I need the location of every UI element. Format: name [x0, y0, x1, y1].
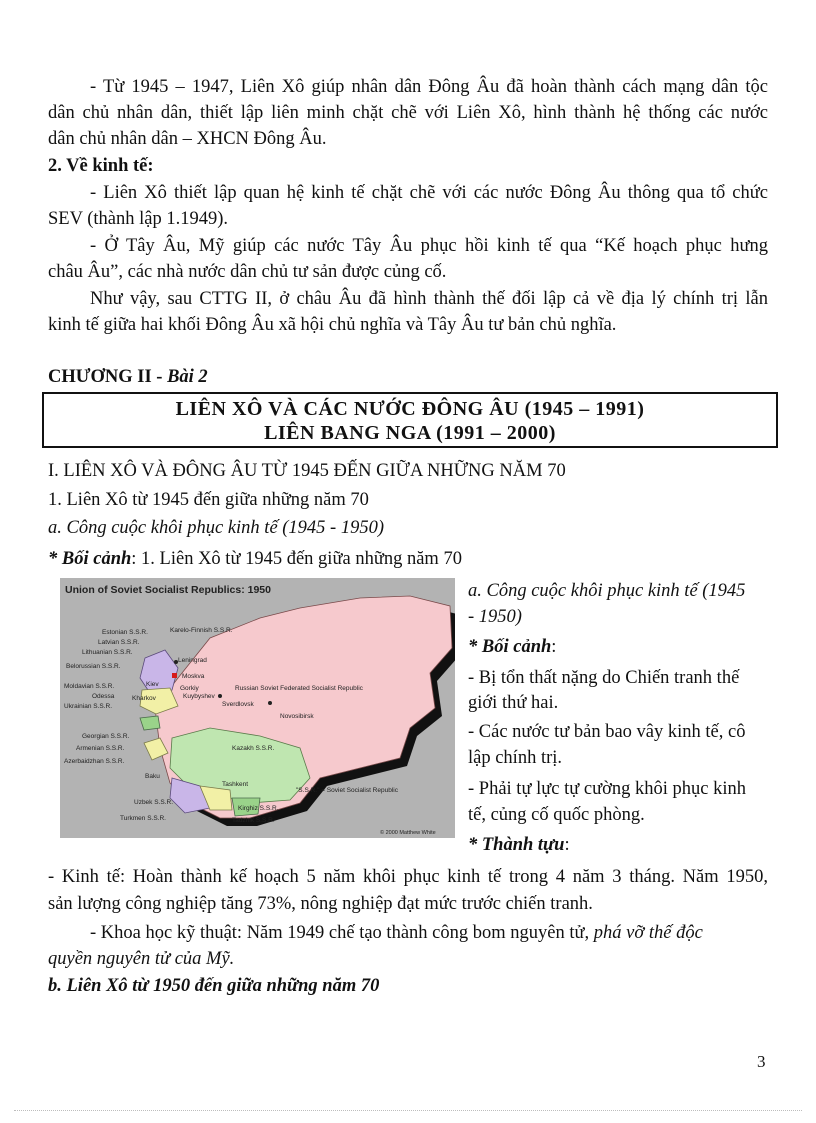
label-novosibirsk: Novosibirsk [280, 713, 314, 720]
label-kharkov: Kharkov [132, 695, 156, 702]
label-belorussia: Belorussian S.S.R. [66, 663, 121, 670]
para1-line1: - Từ 1945 – 1947, Liên Xô giúp nhân dân Đông Âu đã hoàn thành cách mạng dân tộc [90, 77, 768, 97]
label-latvia: Latvian S.S.R. [98, 639, 140, 646]
para2-line1: - Liên Xô thiết lập quan hệ kinh tế chặt chẽ với các nước Đông Âu thông qua tổ chức [90, 183, 768, 203]
side-context [468, 634, 556, 660]
label-sverdlovsk: Sverdlovsk [222, 701, 254, 708]
side-line-3: - Các nước tư bản bao vây kinh tế, cô [468, 722, 746, 742]
page-footer-divider [14, 1110, 802, 1111]
side-achievement-colon: : [564, 835, 570, 855]
para4-line1: Như vậy, sau CTTG II, ở châu Âu đã hình thành thế đối lập cả về địa lý chính trị lẫn [90, 289, 768, 309]
heading-economy: 2. Về kinh tế: [48, 156, 154, 176]
page-number: 3 [757, 1052, 766, 1071]
label-armenia: Armenian S.S.R. [76, 745, 125, 752]
city-sverdlovsk-marker [218, 694, 222, 698]
side-achievement [468, 832, 570, 858]
label-kazakh: Kazakh S.S.R. [232, 745, 275, 752]
side-heading-line1: a. Công cuộc khôi phục kinh tế (1945 [468, 581, 746, 601]
label-tashkent: Tashkent [222, 781, 249, 788]
side-heading-line2: - 1950) [468, 607, 522, 627]
map-title: Union of Soviet Socialist Republics: 1950 [65, 584, 271, 596]
side-line-5: - Phải tự lực tự cường khôi phục kinh [468, 779, 747, 799]
label-baku: Baku [145, 773, 160, 780]
lesson-title-box [42, 392, 778, 448]
city-novosibirsk-marker [268, 701, 272, 705]
label-legend: "S.S.R." = Soviet Socialist Republic [296, 787, 398, 794]
context-text: : 1. Liên Xô từ 1945 đến giữa những năm 70 [131, 549, 462, 569]
subheading-a: a. Công cuộc khôi phục kinh tế (1945 - 1950) [48, 518, 385, 538]
side-achievement-label: * Thành tựu [468, 835, 565, 855]
label-kuybyshev: Kuybyshev [183, 693, 215, 700]
para3-line2: châu Âu”, các nhà nước dân chủ tư sản được củng cố. [48, 262, 447, 282]
label-moskva: Moskva [182, 673, 205, 680]
para1-line2: dân chủ nhân dân, thiết lập liên minh chặt chẽ với Liên Xô, hình thành hệ thống các nước [48, 103, 768, 123]
label-gorkiy: Gorkiy [180, 685, 199, 692]
side-line-6: tế, củng cố quốc phòng. [468, 805, 645, 825]
subheading-b: b. Liên Xô từ 1950 đến giữa những năm 70 [48, 976, 380, 996]
science-prefix: - Khoa học kỹ thuật: Năm 1949 chế tạo thành công bom nguyên tử, [90, 923, 594, 943]
label-estonia: Estonian S.S.R. [102, 629, 148, 636]
side-line-4: lập chính trị. [468, 748, 563, 768]
title-line-2: LIÊN BANG NGA (1991 – 2000) [264, 422, 556, 444]
science-italic-1: phá vỡ thế độc [593, 923, 703, 943]
label-turkmen: Turkmen S.S.R. [120, 815, 166, 822]
para2-line2: SEV (thành lập 1.1949). [48, 209, 229, 229]
region-moldavia [140, 716, 160, 730]
section-I-heading: I. LIÊN XÔ VÀ ĐÔNG ÂU TỪ 1945 ĐẾN GIỮA NHỮNG NĂM 70 [48, 461, 566, 481]
para1-line3: dân chủ nhân dân – XHCN Đông Âu. [48, 129, 327, 149]
title-line-1: LIÊN XÔ VÀ CÁC NƯỚC ĐÔNG ÂU (1945 – 1991) [175, 398, 645, 420]
science-line-1 [90, 920, 703, 946]
science-line-2: quyền nguyên tử của Mỹ. [48, 949, 235, 969]
para4-line2: kinh tế giữa hai khối Đông Âu xã hội chủ nghĩa và Tây Âu tư bản chủ nghĩa. [48, 315, 617, 335]
label-credit: © 2000 Matthew White [380, 830, 436, 836]
city-moskva-marker [172, 673, 177, 678]
label-lithuania: Lithuanian S.S.R. [82, 649, 133, 656]
context-label: * Bối cảnh [48, 549, 132, 569]
ussr-map [60, 578, 455, 838]
label-georgia: Georgian S.S.R. [82, 733, 130, 740]
label-moldavia: Moldavian S.S.R. [64, 683, 115, 690]
label-kiev: Kiev [146, 681, 159, 688]
label-karelo: Karelo-Finnish S.S.R. [170, 627, 233, 634]
context-line [48, 546, 462, 572]
econ-line-2: sản lượng công nghiệp tăng 73%, nông nghiệp đạt mức trước chiến tranh. [48, 894, 593, 914]
label-odessa: Odessa [92, 693, 115, 700]
label-uzbek: Uzbek S.S.R. [134, 799, 174, 806]
side-line-2: giới thứ hai. [468, 693, 559, 713]
side-line-1: - Bị tổn thất nặng do Chiến tranh thế [468, 668, 740, 688]
label-kirghiz: Kirghiz S.S.R. [238, 805, 279, 812]
side-context-colon: : [551, 637, 557, 657]
lesson-text: Bài 2 [167, 367, 208, 387]
label-russian: Russian Soviet Federated Socialist Republic [235, 685, 363, 692]
para3-line1: - Ở Tây Âu, Mỹ giúp các nước Tây Âu phục hồi kinh tế qua “Kế hoạch phục hưng [90, 236, 768, 256]
side-context-label: * Bối cảnh [468, 637, 552, 657]
label-leningrad: Leningrad [178, 657, 207, 664]
label-tadzhik: Tadzhik S.S.R. [232, 817, 275, 824]
econ-line-1: - Kinh tế: Hoàn thành kế hoạch 5 năm khôi phục kinh tế trong 4 năm 3 tháng. Năm 1950, [48, 867, 768, 887]
subheading-1: 1. Liên Xô từ 1945 đến giữa những năm 70 [48, 490, 369, 510]
label-ukraine: Ukrainian S.S.R. [64, 703, 113, 710]
label-azerbaijan: Azerbaidzhan S.S.R. [64, 758, 125, 765]
chapter-label [48, 364, 208, 390]
chapter-text: CHƯƠNG II - [48, 367, 168, 387]
